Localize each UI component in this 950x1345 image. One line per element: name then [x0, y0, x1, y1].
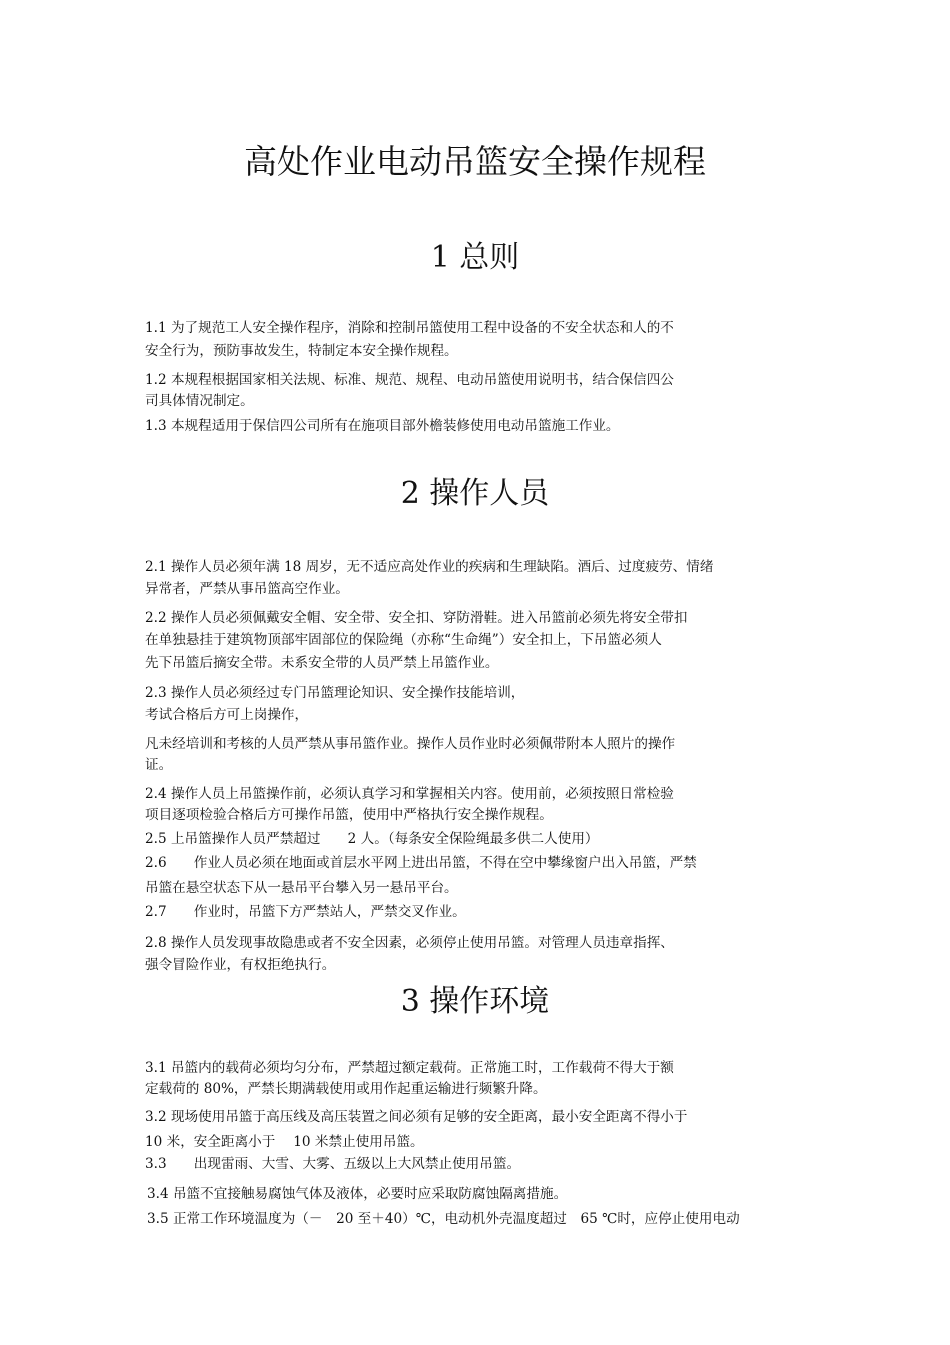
- paragraph-line: 证。: [145, 757, 173, 773]
- paragraph-line: 吊篮在悬空状态下从一悬吊平台攀入另一悬吊平台。: [145, 880, 458, 896]
- paragraph-line: 3.1 吊篮内的载荷必须均匀分布，严禁超过额定载荷。正常施工时，工作载荷不得大于额: [145, 1060, 674, 1076]
- paragraph-line: 安全行为，预防事故发生，特制定本安全操作规程。: [145, 343, 458, 359]
- paragraph-line: 3.2 现场使用吊篮于高压线及高压装置之间必须有足够的安全距离，最小安全距离不得小于: [145, 1109, 688, 1125]
- paragraph-line: 2.5 上吊篮操作人员严禁超过 2 人。（每条安全保险绳最多供二人使用）: [145, 831, 599, 847]
- paragraph-line: 2.6 作业人员必须在地面或首层水平网上进出吊篮，不得在空中攀缘窗户出入吊篮，严禁: [145, 855, 697, 871]
- section-heading: 1 总则: [430, 240, 520, 275]
- paragraph-line: 司具体情况制定。: [145, 393, 254, 409]
- paragraph-line: 考试合格后方可上岗操作，: [145, 707, 309, 723]
- paragraph-line: 项目逐项检验合格后方可操作吊篮，使用中严格执行安全操作规程。: [145, 807, 553, 823]
- paragraph-line: 2.4 操作人员上吊篮操作前，必须认真学习和掌握相关内容。使用前，必须按照日常检验: [145, 786, 674, 802]
- paragraph-line: 在单独悬挂于建筑物顶部牢固部位的保险绳（亦称“生命绳”）安全扣上，下吊篮必须人: [145, 632, 662, 648]
- paragraph-line: 1.3 本规程适用于保信四公司所有在施项目部外檐装修使用电动吊篮施工作业。: [145, 418, 620, 434]
- paragraph-line: 异常者，严禁从事吊篮高空作业。: [145, 581, 349, 597]
- paragraph-line: 3.3 出现雷雨、大雪、大雾、五级以上大风禁止使用吊篮。: [145, 1156, 521, 1172]
- paragraph-line: 3.5 正常工作环境温度为（－ 20 至＋40）℃，电动机外壳温度超过 65 ℃时，应停止使用电动: [147, 1211, 740, 1227]
- paragraph-line: 3.4 吊篮不宜接触易腐蚀气体及液体，必要时应采取防腐蚀隔离措施。: [147, 1186, 568, 1202]
- document-title: 高处作业电动吊篮安全操作规程: [244, 142, 706, 181]
- paragraph-line: 2.1 操作人员必须年满 18 周岁，无不适应高处作业的疾病和生理缺陷。酒后、过度疲劳、情绪: [145, 559, 714, 575]
- paragraph-line: 2.3 操作人员必须经过专门吊篮理论知识、安全操作技能培训，: [145, 685, 525, 701]
- paragraph-line: 2.7 作业时，吊篮下方严禁站人，严禁交叉作业。: [145, 904, 466, 920]
- paragraph-line: 1.2 本规程根据国家相关法规、标准、规范、规程、电动吊篮使用说明书，结合保信四公: [145, 372, 674, 388]
- section-heading: 2 操作人员: [400, 476, 550, 511]
- paragraph-line: 1.1 为了规范工人安全操作程序，消除和控制吊篮使用工程中设备的不安全状态和人的不: [145, 320, 674, 336]
- paragraph-line: 2.8 操作人员发现事故隐患或者不安全因素，必须停止使用吊篮。对管理人员违章指挥、: [145, 935, 674, 951]
- paragraph-line: 强令冒险作业，有权拒绝执行。: [145, 957, 336, 973]
- paragraph-line: 10 米，安全距离小于 10 米禁止使用吊篮。: [145, 1134, 424, 1150]
- paragraph-line: 2.2 操作人员必须佩戴安全帽、安全带、安全扣、穿防滑鞋。进入吊篮前必须先将安全带扣: [145, 610, 688, 626]
- paragraph-line: 先下吊篮后摘安全带。未系安全带的人员严禁上吊篮作业。: [145, 655, 499, 671]
- paragraph-line: 定载荷的 80%，严禁长期满载使用或用作起重运输进行频繁升降。: [145, 1081, 547, 1097]
- paragraph-line: 凡未经培训和考核的人员严禁从事吊篮作业。操作人员作业时必须佩带附本人照片的操作: [145, 736, 676, 752]
- section-heading: 3 操作环境: [400, 984, 550, 1019]
